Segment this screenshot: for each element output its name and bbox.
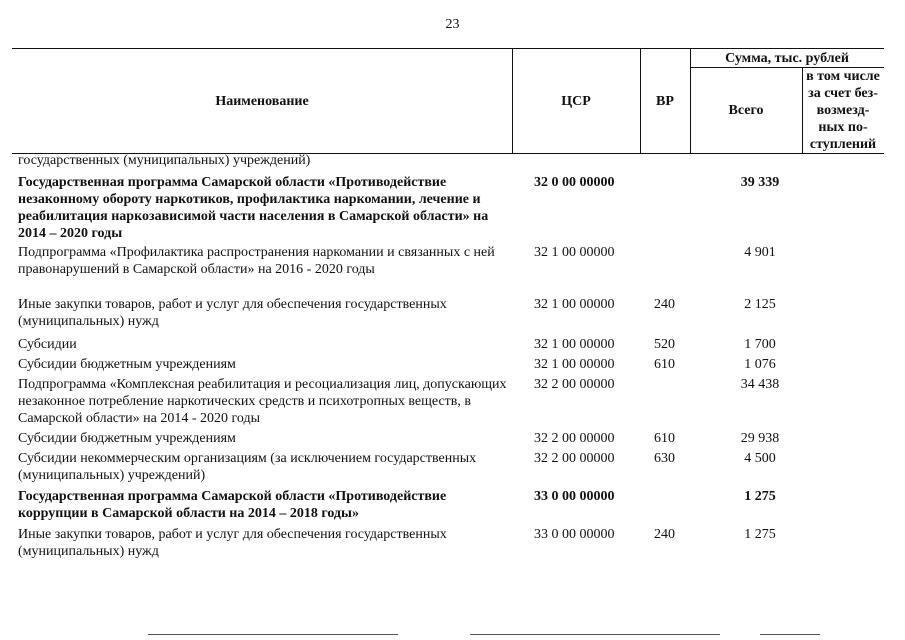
row-csr: 32 1 00 00000 bbox=[534, 337, 615, 352]
row-csr: 32 2 00 00000 bbox=[534, 431, 615, 446]
row-vr: 240 bbox=[654, 297, 675, 312]
row-csr: 32 2 00 00000 bbox=[534, 377, 615, 392]
page-number: 23 bbox=[445, 17, 460, 32]
row-total: 1 700 bbox=[744, 337, 776, 352]
row-vr: 520 bbox=[654, 337, 675, 352]
row-csr: 32 0 00 00000 bbox=[534, 175, 615, 190]
row-name: Субсидии bbox=[18, 337, 77, 352]
row-csr: 32 1 00 00000 bbox=[534, 245, 615, 260]
row-total: 4 901 bbox=[744, 245, 776, 260]
row-name: Государственная программа Самарской области «Противодействие коррупции в Самарской области на 2014 – 2018 годы» bbox=[18, 489, 447, 521]
row-total: 1 076 bbox=[744, 357, 776, 372]
row-total: 39 339 bbox=[740, 175, 780, 190]
row-total: 1 275 bbox=[744, 527, 776, 542]
row-total: 1 275 bbox=[744, 489, 776, 504]
row-name: государственных (муниципальных) учреждений) bbox=[18, 153, 311, 168]
row-csr: 33 0 00 00000 bbox=[534, 489, 615, 504]
header-sum-group: Сумма, тыс. рублей bbox=[725, 50, 849, 66]
row-vr: 240 bbox=[654, 527, 675, 542]
table-header bbox=[12, 48, 884, 154]
header-name: Наименование bbox=[215, 93, 309, 109]
header-total: Всего bbox=[728, 102, 764, 118]
row-csr: 33 0 00 00000 bbox=[534, 527, 615, 542]
row-total: 4 500 bbox=[744, 451, 776, 466]
row-csr: 32 1 00 00000 bbox=[534, 297, 615, 312]
row-name: Подпрограмма «Комплексная реабилитация и ресоциализация лиц, допускающих незаконное потребление наркотических средств и психотропных веществ, в Самарской области» на 2014 - 2020 годы bbox=[18, 377, 507, 426]
row-total: 34 438 bbox=[740, 377, 780, 392]
row-name: Субсидии бюджетным учреждениям bbox=[18, 431, 236, 446]
header-vr: ВР bbox=[656, 93, 674, 109]
row-name: Субсидии некоммерческим организациям (за исключением государственных (муниципальных) учреждений) bbox=[18, 451, 477, 483]
row-name: Государственная программа Самарской области «Противодействие незаконному обороту наркотиков, профилактика наркомании, лечение и реабилитация наркозависимой части населения в Самарской области» на 2014 – 2020 годы bbox=[18, 175, 489, 241]
row-name: Подпрограмма «Профилактика распространения наркомании и связанных с ней правонарушений в Самарской области» на 2016 - 2020 годы bbox=[18, 245, 495, 277]
row-vr: 630 bbox=[654, 451, 675, 466]
footer-rule bbox=[470, 634, 720, 635]
row-total: 29 938 bbox=[740, 431, 780, 446]
row-vr: 610 bbox=[654, 431, 675, 446]
row-vr: 610 bbox=[654, 357, 675, 372]
row-name: Иные закупки товаров, работ и услуг для обеспечения государственных (муниципальных) нужд bbox=[18, 297, 447, 329]
footer-rule bbox=[148, 634, 398, 635]
header-gratuitous: в том числе за счет без-возмезд-ных по-ступлений bbox=[806, 68, 880, 152]
header-csr: ЦСР bbox=[561, 93, 591, 109]
footer-rule bbox=[760, 634, 820, 635]
row-name: Иные закупки товаров, работ и услуг для обеспечения государственных (муниципальных) нужд bbox=[18, 527, 447, 559]
row-total: 2 125 bbox=[744, 297, 776, 312]
row-csr: 32 1 00 00000 bbox=[534, 357, 615, 372]
row-csr: 32 2 00 00000 bbox=[534, 451, 615, 466]
row-name: Субсидии бюджетным учреждениям bbox=[18, 357, 236, 372]
